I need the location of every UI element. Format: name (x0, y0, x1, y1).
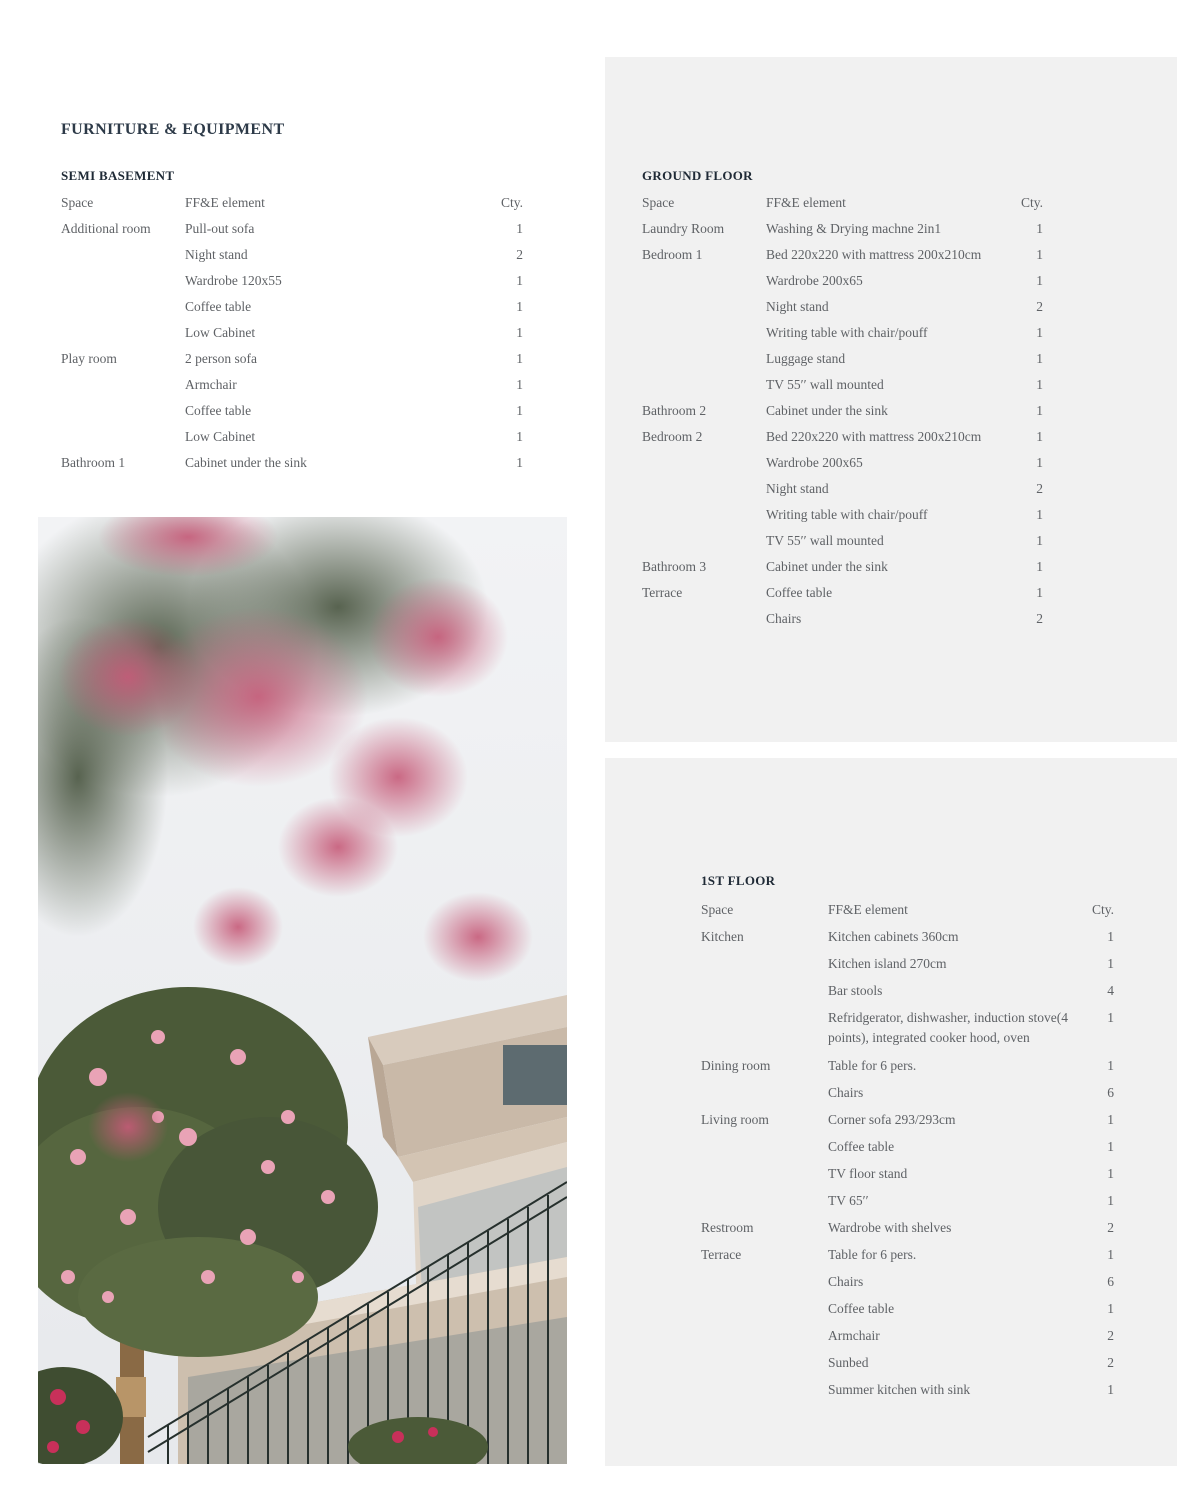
qty-cell: 1 (1036, 273, 1043, 288)
item-cell: Summer kitchen with sink (828, 1382, 971, 1397)
qty-cell: 2 (1036, 481, 1043, 496)
item-cell: Wardrobe with shelves (828, 1220, 952, 1235)
space-cell: Restroom (701, 1220, 754, 1235)
qty-cell: 6 (1107, 1085, 1114, 1100)
space-cell (642, 502, 766, 528)
column-header-space: Space (701, 902, 734, 917)
item-cell: Kitchen island 270cm (828, 956, 947, 971)
space-cell (642, 346, 766, 372)
item-cell: Cabinet under the sink (185, 455, 307, 470)
space-cell: Bedroom 2 (642, 429, 703, 444)
item-cell: Coffee table (766, 585, 833, 600)
item-cell: Table for 6 pers. (828, 1058, 917, 1073)
item-cell: Coffee table (185, 299, 252, 314)
table-row (701, 1160, 1114, 1187)
qty-cell: 1 (1107, 929, 1114, 944)
item-cell: Low Cabinet (185, 429, 256, 444)
qty-cell: 1 (1107, 1166, 1114, 1181)
item-cell: 2 person sofa (185, 351, 257, 366)
item-cell: Bar stools (828, 983, 883, 998)
column-header-space: Space (61, 195, 94, 210)
qty-cell: 2 (1036, 611, 1043, 626)
space-cell (701, 1187, 828, 1214)
qty-cell: 1 (1107, 956, 1114, 971)
qty-cell: 2 (1036, 299, 1043, 314)
qty-cell: 1 (516, 221, 523, 236)
space-cell: Play room (61, 351, 117, 366)
item-cell: Luggage stand (766, 351, 846, 366)
qty-cell: 1 (1036, 325, 1043, 340)
qty-cell: 2 (516, 247, 523, 262)
oleander-building-photo (38, 517, 567, 1464)
space-cell (701, 1133, 828, 1160)
table-row (642, 346, 1043, 372)
qty-cell: 1 (1036, 351, 1043, 366)
table-row (61, 268, 523, 294)
column-header-item: FF&E element (185, 195, 265, 210)
table-header-row (642, 190, 1043, 216)
qty-cell: 1 (1036, 559, 1043, 574)
item-cell: Kitchen cabinets 360cm (828, 929, 959, 944)
space-cell (61, 320, 185, 346)
qty-cell: 1 (1107, 1382, 1114, 1397)
space-cell (61, 242, 185, 268)
table-row (701, 1295, 1114, 1322)
space-cell: Terrace (701, 1247, 742, 1262)
space-cell (701, 950, 828, 977)
table-row (642, 502, 1043, 528)
space-cell (61, 372, 185, 398)
ground-floor-table (642, 190, 1043, 632)
item-cell: Coffee table (185, 403, 252, 418)
table-row (642, 268, 1043, 294)
table-row (701, 1214, 1114, 1241)
qty-cell: 1 (1107, 1139, 1114, 1154)
space-cell (701, 1268, 828, 1295)
item-cell: TV 55′′ wall mounted (766, 533, 884, 548)
qty-cell: 1 (516, 403, 523, 418)
qty-cell: 1 (516, 455, 523, 470)
item-cell: Sunbed (828, 1355, 869, 1370)
space-cell (642, 528, 766, 554)
qty-cell: 1 (1107, 1112, 1114, 1127)
table-row (642, 528, 1043, 554)
table-row (701, 1106, 1114, 1133)
table-row (61, 372, 523, 398)
space-cell (701, 1079, 828, 1106)
item-cell: Armchair (185, 377, 237, 392)
photo-illustration (38, 517, 567, 1464)
qty-cell: 1 (1036, 455, 1043, 470)
table-row (642, 424, 1043, 450)
space-cell (61, 424, 185, 450)
table-row (61, 450, 523, 476)
item-cell: Coffee table (828, 1139, 895, 1154)
table-row (642, 476, 1043, 502)
table-row (642, 398, 1043, 424)
space-cell: Living room (701, 1112, 769, 1127)
qty-cell: 2 (1107, 1328, 1114, 1343)
space-cell: Bathroom 2 (642, 403, 707, 418)
qty-cell: 1 (1036, 507, 1043, 522)
table-row (61, 398, 523, 424)
qty-cell: 1 (516, 429, 523, 444)
space-cell (642, 372, 766, 398)
space-cell (701, 1322, 828, 1349)
table-row (642, 320, 1043, 346)
item-cell: Wardrobe 200x65 (766, 273, 863, 288)
item-cell: Washing & Drying machne 2in1 (766, 221, 942, 236)
qty-cell: 1 (1036, 247, 1043, 262)
table-row (642, 580, 1043, 606)
item-cell: Bed 220x220 with mattress 200x210cm (766, 247, 982, 262)
table-header-row (701, 896, 1114, 923)
item-cell: TV 65′′ (828, 1193, 869, 1208)
item-cell: Night stand (185, 247, 248, 262)
item-cell: Table for 6 pers. (828, 1247, 917, 1262)
table-row (701, 1004, 1114, 1052)
qty-cell: 1 (1107, 1010, 1114, 1025)
table-row (701, 977, 1114, 1004)
qty-cell: 1 (516, 273, 523, 288)
space-cell: Terrace (642, 585, 683, 600)
qty-cell: 2 (1107, 1220, 1114, 1235)
qty-cell: 6 (1107, 1274, 1114, 1289)
item-cell: Cabinet under the sink (766, 559, 888, 574)
space-cell: Bedroom 1 (642, 247, 703, 262)
qty-cell: 1 (1107, 1301, 1114, 1316)
space-cell (642, 450, 766, 476)
table-row (701, 1079, 1114, 1106)
space-cell (642, 606, 766, 632)
item-cell: Night stand (766, 299, 829, 314)
space-cell (701, 1349, 828, 1376)
table-row (701, 1349, 1114, 1376)
item-cell: Wardrobe 200x65 (766, 455, 863, 470)
qty-cell: 2 (1107, 1355, 1114, 1370)
item-cell: Writing table with chair/pouff (766, 507, 928, 522)
table-row (642, 372, 1043, 398)
item-cell: Refridgerator, dishwasher, induction stove(4 points), integrated cooker hood, oven (828, 1010, 1068, 1045)
table-row (642, 554, 1043, 580)
qty-cell: 1 (1036, 221, 1043, 236)
column-header-qty: Cty. (1091, 902, 1114, 917)
item-cell: Chairs (828, 1274, 864, 1289)
space-cell (701, 1004, 828, 1052)
space-cell (61, 268, 185, 294)
table-row (61, 320, 523, 346)
space-cell: Kitchen (701, 929, 744, 944)
section-title-semi-basement: SEMI BASEMENT (61, 168, 175, 183)
table-row (642, 242, 1043, 268)
table-row (701, 1187, 1114, 1214)
section-title-first-floor: 1ST FLOOR (701, 873, 776, 888)
item-cell: TV 55′′ wall mounted (766, 377, 884, 392)
space-cell (642, 268, 766, 294)
table-row (701, 1322, 1114, 1349)
item-cell: Chairs (766, 611, 802, 626)
space-cell: Laundry Room (642, 221, 725, 236)
space-cell (701, 1160, 828, 1187)
table-row (61, 346, 523, 372)
space-cell: Dining room (701, 1058, 771, 1073)
qty-cell: 1 (1036, 533, 1043, 548)
qty-cell: 1 (1107, 1058, 1114, 1073)
space-cell (701, 1295, 828, 1322)
table-row (61, 216, 523, 242)
table-row (701, 1133, 1114, 1160)
item-cell: Pull-out sofa (185, 221, 255, 236)
item-cell: Bed 220x220 with mattress 200x210cm (766, 429, 982, 444)
space-cell (642, 294, 766, 320)
section-title-ground-floor: GROUND FLOOR (642, 168, 753, 183)
space-cell (701, 1376, 828, 1403)
qty-cell: 1 (1036, 403, 1043, 418)
space-cell (61, 398, 185, 424)
semi-basement-table (61, 190, 523, 476)
qty-cell: 1 (516, 351, 523, 366)
space-cell (701, 977, 828, 1004)
qty-cell: 1 (1036, 429, 1043, 444)
table-row (61, 242, 523, 268)
qty-cell: 1 (1036, 377, 1043, 392)
column-header-item: FF&E element (828, 902, 908, 917)
qty-cell: 1 (516, 299, 523, 314)
item-cell: Coffee table (828, 1301, 895, 1316)
qty-cell: 1 (516, 325, 523, 340)
table-row (642, 294, 1043, 320)
first-floor-table (701, 896, 1114, 1403)
column-header-item: FF&E element (766, 195, 846, 210)
item-cell: Night stand (766, 481, 829, 496)
space-cell (642, 320, 766, 346)
item-cell: TV floor stand (828, 1166, 908, 1181)
space-cell (642, 476, 766, 502)
item-cell: Cabinet under the sink (766, 403, 888, 418)
qty-cell: 1 (516, 377, 523, 392)
qty-cell: 1 (1107, 1193, 1114, 1208)
space-cell: Bathroom 3 (642, 559, 707, 574)
table-row (701, 1376, 1114, 1403)
item-cell: Low Cabinet (185, 325, 256, 340)
table-row (701, 950, 1114, 977)
table-row (642, 216, 1043, 242)
space-cell: Bathroom 1 (61, 455, 126, 470)
table-row (642, 606, 1043, 632)
table-row (61, 424, 523, 450)
column-header-space: Space (642, 195, 675, 210)
table-row (701, 1268, 1114, 1295)
table-row (701, 1052, 1114, 1079)
space-cell (61, 294, 185, 320)
qty-cell: 4 (1107, 983, 1114, 998)
space-cell: Additional room (61, 221, 151, 236)
table-row (701, 923, 1114, 950)
item-cell: Writing table with chair/pouff (766, 325, 928, 340)
item-cell: Corner sofa 293/293cm (828, 1112, 956, 1127)
item-cell: Wardrobe 120x55 (185, 273, 282, 288)
qty-cell: 1 (1036, 585, 1043, 600)
column-header-qty: Cty. (500, 195, 523, 210)
item-cell: Armchair (828, 1328, 880, 1343)
qty-cell: 1 (1107, 1247, 1114, 1262)
item-cell: Chairs (828, 1085, 864, 1100)
table-row (642, 450, 1043, 476)
table-header-row (61, 190, 523, 216)
page-title: FURNITURE & EQUIPMENT (61, 121, 285, 138)
table-row (61, 294, 523, 320)
table-row (701, 1241, 1114, 1268)
column-header-qty: Cty. (1020, 195, 1043, 210)
